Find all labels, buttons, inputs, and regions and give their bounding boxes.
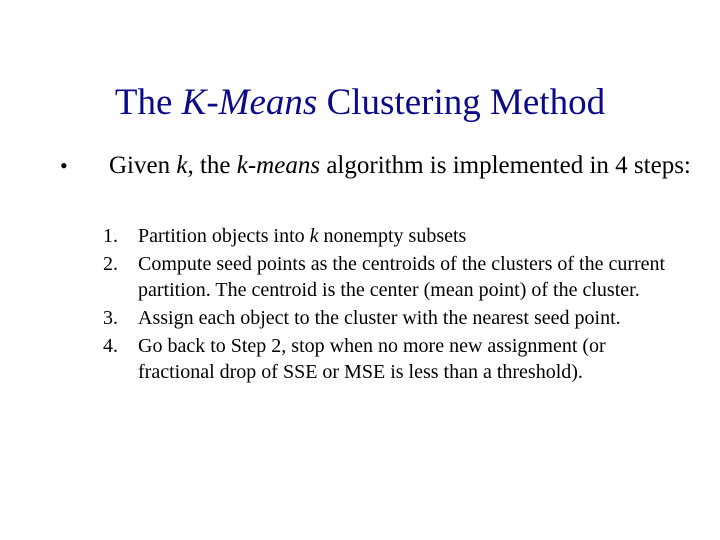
step-text: Assign each object to the cluster with the nearest seed point. (138, 307, 621, 329)
bullet-k: k (176, 152, 188, 179)
title-emphasis: K-Means (181, 82, 318, 123)
step-text-after: nonempty subsets (318, 225, 467, 247)
bullet-k-means: k-means (236, 152, 321, 179)
step-number: 1. (103, 225, 118, 247)
bullet-text-1: Given (109, 152, 177, 179)
step-item (103, 305, 683, 331)
bullet-text (109, 150, 694, 182)
step-number: 2. (103, 253, 118, 275)
step-number: 3. (103, 307, 118, 329)
title-suffix: Clustering Method (317, 82, 606, 123)
step-text (138, 223, 683, 249)
steps-list (103, 223, 683, 387)
step-k: k (309, 225, 319, 247)
step-text: Go back to Step 2, stop when no more new assignment (or fractional drop of SSE or MSE is less than a threshold). (138, 335, 606, 383)
title-prefix: The (114, 82, 182, 123)
bullet-marker: • (60, 153, 68, 178)
step-number: 4. (103, 335, 118, 357)
bullet-text-2: , the (187, 152, 237, 179)
slide-title (0, 80, 720, 126)
step-item (103, 223, 683, 249)
bullet-text-3: algorithm is implemented in 4 steps: (320, 152, 691, 179)
step-item (103, 333, 683, 385)
step-text: Compute seed points as the centroids of the clusters of the current partition. The centroid is the center (mean point) of the cluster. (138, 253, 666, 301)
step-item (103, 251, 683, 303)
step-text-before: Partition objects into (138, 225, 310, 247)
